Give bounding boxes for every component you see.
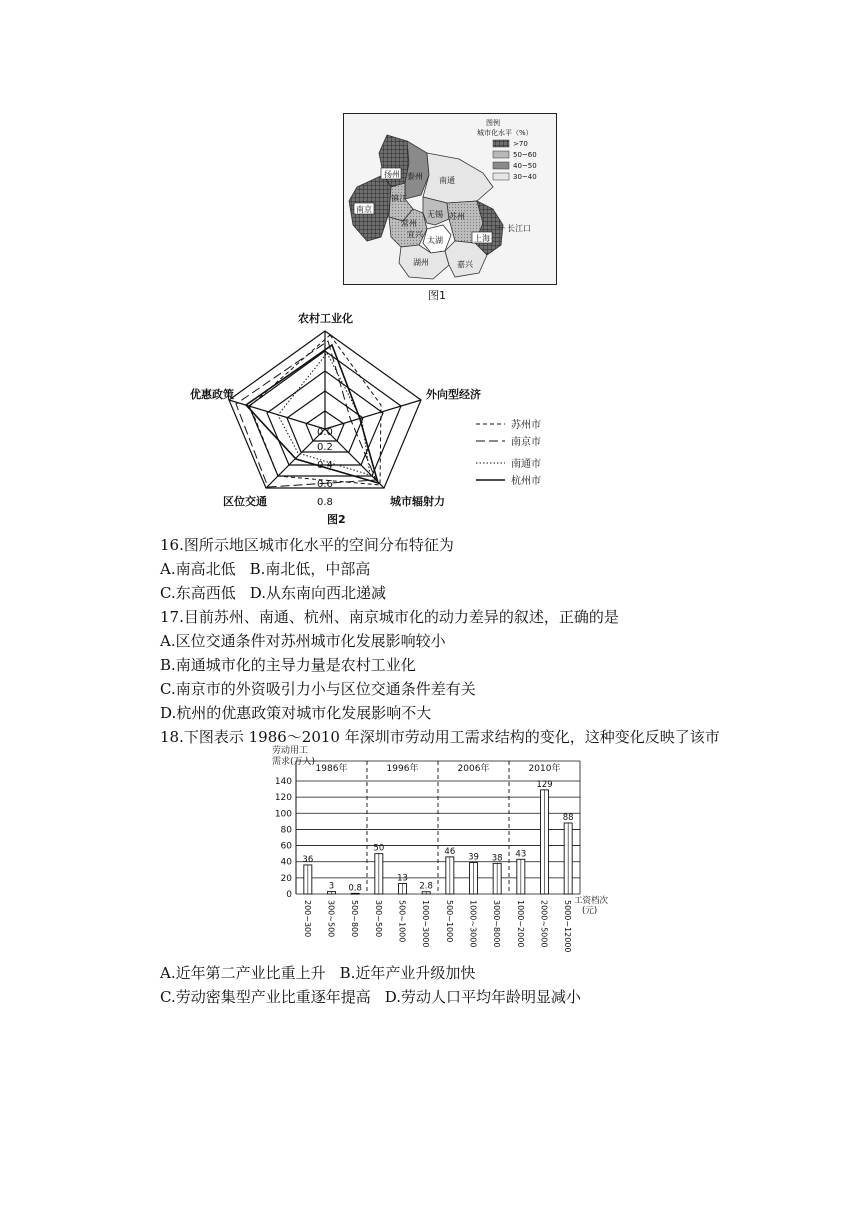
q16-option-c: C.东高西低: [160, 584, 236, 602]
legend-item: 40~50: [513, 162, 537, 170]
bar-value-label: 43: [515, 849, 527, 860]
y-tick-label: 140: [274, 777, 292, 787]
x-tick-label: 300~500: [326, 900, 336, 938]
legend-swatch: [493, 162, 509, 169]
legend-item: 南通市: [511, 459, 541, 470]
q18-option-a: A.近年第二产业比重上升: [160, 964, 326, 982]
bar-value-label: 39: [468, 852, 479, 863]
y-tick-label: 20: [280, 873, 292, 884]
map-svg: [343, 113, 557, 285]
x-tick-label: 1000~2000: [515, 900, 525, 948]
y-tick-label: 120: [274, 793, 292, 804]
x-tick-label: 1000~3000: [421, 900, 431, 948]
legend-item: 南京市: [511, 437, 541, 448]
radar-axis-label: 外向型经济: [426, 388, 481, 401]
q17-option-d: D.杭州的优惠政策对城市化发展影响不大: [160, 704, 432, 722]
x-tick-label: 3000~8000: [492, 900, 502, 948]
group-label: 1986年: [315, 764, 348, 774]
city-label: 苏州: [449, 212, 465, 221]
figure2-caption: 图2: [327, 513, 346, 526]
legend-swatch: [493, 151, 509, 158]
q18-option-d: D.劳动人口平均年龄明显减小: [384, 988, 581, 1006]
x-tick-label: 500~1000: [397, 900, 407, 943]
radar-axis-label: 区位交通: [223, 495, 267, 508]
q17-option-b: B.南通城市化的主导力量是农村工业化: [160, 656, 416, 674]
radar-legend: [476, 418, 541, 487]
q18-option-b: B.近年产业升级加快: [339, 964, 476, 982]
bar-value-label: 88: [562, 812, 574, 823]
x-tick-label: 200~300: [302, 900, 312, 938]
city-label: 湖州: [413, 258, 429, 267]
radar-tick: 0.0: [317, 427, 333, 438]
city-label: 常州: [401, 219, 417, 228]
group-label: 2006年: [457, 764, 490, 774]
legend-item: >70: [513, 140, 528, 148]
x-axis-label: (元): [582, 906, 598, 916]
bar-value-label: 3: [328, 881, 335, 892]
q16-option-d: D.从东南向西北递减: [249, 584, 386, 602]
city-label: 扬州: [384, 170, 400, 179]
q18-stem: 18.下图表示 1986～2010 年深圳市劳动用工需求结构的变化，这种变化反映了该市: [160, 728, 720, 746]
legend-swatch: [493, 140, 509, 147]
legend-item: 苏州市: [511, 420, 541, 431]
city-label: 泰州: [407, 172, 423, 181]
city-label: 太湖: [427, 236, 443, 245]
q16-stem: 16.图所示地区城市化水平的空间分布特征为: [160, 536, 454, 554]
radar-tick: 0.8: [317, 497, 333, 508]
y-axis-label: 需求(万人): [272, 757, 316, 767]
legend-swatch: [493, 173, 509, 180]
x-tick-label: 300~500: [373, 900, 383, 938]
bar-value-label: 38: [491, 853, 503, 864]
city-label: 镇江: [391, 194, 407, 203]
group-label: 1996年: [386, 764, 419, 774]
bar-chart: [270, 743, 610, 958]
city-label: 嘉兴: [457, 260, 473, 269]
x-tick-label: 2000~5000: [539, 900, 549, 948]
y-tick-label: 40: [280, 857, 292, 868]
x-tick-label: 1000~3000: [468, 900, 478, 948]
legend-title: 图例: [486, 119, 500, 127]
figure1-map: [343, 113, 557, 285]
q18-options: [160, 963, 475, 983]
bar-value-label: 46: [444, 846, 456, 857]
q16-options-2: [160, 583, 386, 603]
x-tick-label: 500~1000: [444, 900, 454, 943]
radar-tick: 0.2: [317, 442, 333, 453]
legend-item: 50~60: [513, 151, 537, 159]
y-tick-label: 80: [280, 825, 292, 836]
radar-axis-label: 优惠政策: [190, 388, 234, 401]
q16-options: [160, 559, 370, 579]
x-tick-label: 5000~12000: [563, 900, 573, 953]
q17-option-c: C.南京市的外资吸引力小与区位交通条件差有关: [160, 680, 476, 698]
bar-value-label: 13: [397, 873, 408, 884]
y-tick-label: 100: [274, 809, 292, 820]
city-label: 南通: [439, 176, 455, 185]
city-label: 上海: [474, 234, 490, 243]
q18-option-c: C.劳动密集型产业比重逐年提高: [160, 988, 371, 1006]
q17-option-a: A.区位交通条件对苏州城市化发展影响较小: [160, 632, 446, 650]
radar-svg: [180, 305, 560, 530]
bar-value-label: 36: [302, 854, 314, 865]
city-label: 无锡: [427, 210, 443, 219]
y-tick-label: 60: [280, 841, 292, 852]
legend-item: 杭州市: [511, 476, 541, 487]
radar-axis-label: 城市辐射力: [390, 495, 445, 508]
bar-value-label: 129: [536, 779, 553, 790]
q16-option-b: B.南北低，中部高: [249, 560, 371, 578]
legend-item: 30~40: [513, 173, 537, 181]
figure2-radar: [180, 305, 560, 530]
city-label: 南京: [356, 205, 372, 214]
q17-stem: 17.目前苏州、南通、杭州、南京城市化的动力差异的叙述，正确的是: [160, 608, 619, 626]
radar-tick: 0.6: [317, 479, 333, 490]
radar-tick: 0.4: [317, 460, 333, 471]
bar-value-label: 2.8: [419, 881, 433, 892]
bar-chart-svg: [270, 743, 610, 958]
y-tick-label: 0: [286, 890, 292, 900]
city-label: 长江口: [507, 224, 531, 233]
radar-axis-label: 农村工业化: [298, 312, 353, 325]
city-label: 宜兴: [407, 230, 423, 239]
bar-value-label: 50: [373, 843, 385, 854]
q16-option-a: A.南高北低: [160, 560, 236, 578]
x-tick-label: 500~800: [350, 900, 360, 938]
x-axis-label: 工资档次: [574, 896, 609, 906]
group-label: 2010年: [528, 764, 561, 774]
y-axis-label: 劳动用工: [272, 746, 309, 756]
legend-subtitle: 城市化水平（%）: [477, 129, 533, 137]
bar-value-label: 0.8: [348, 883, 362, 894]
figure1-caption: 图1: [428, 289, 446, 302]
q18-options-2: [160, 987, 581, 1007]
